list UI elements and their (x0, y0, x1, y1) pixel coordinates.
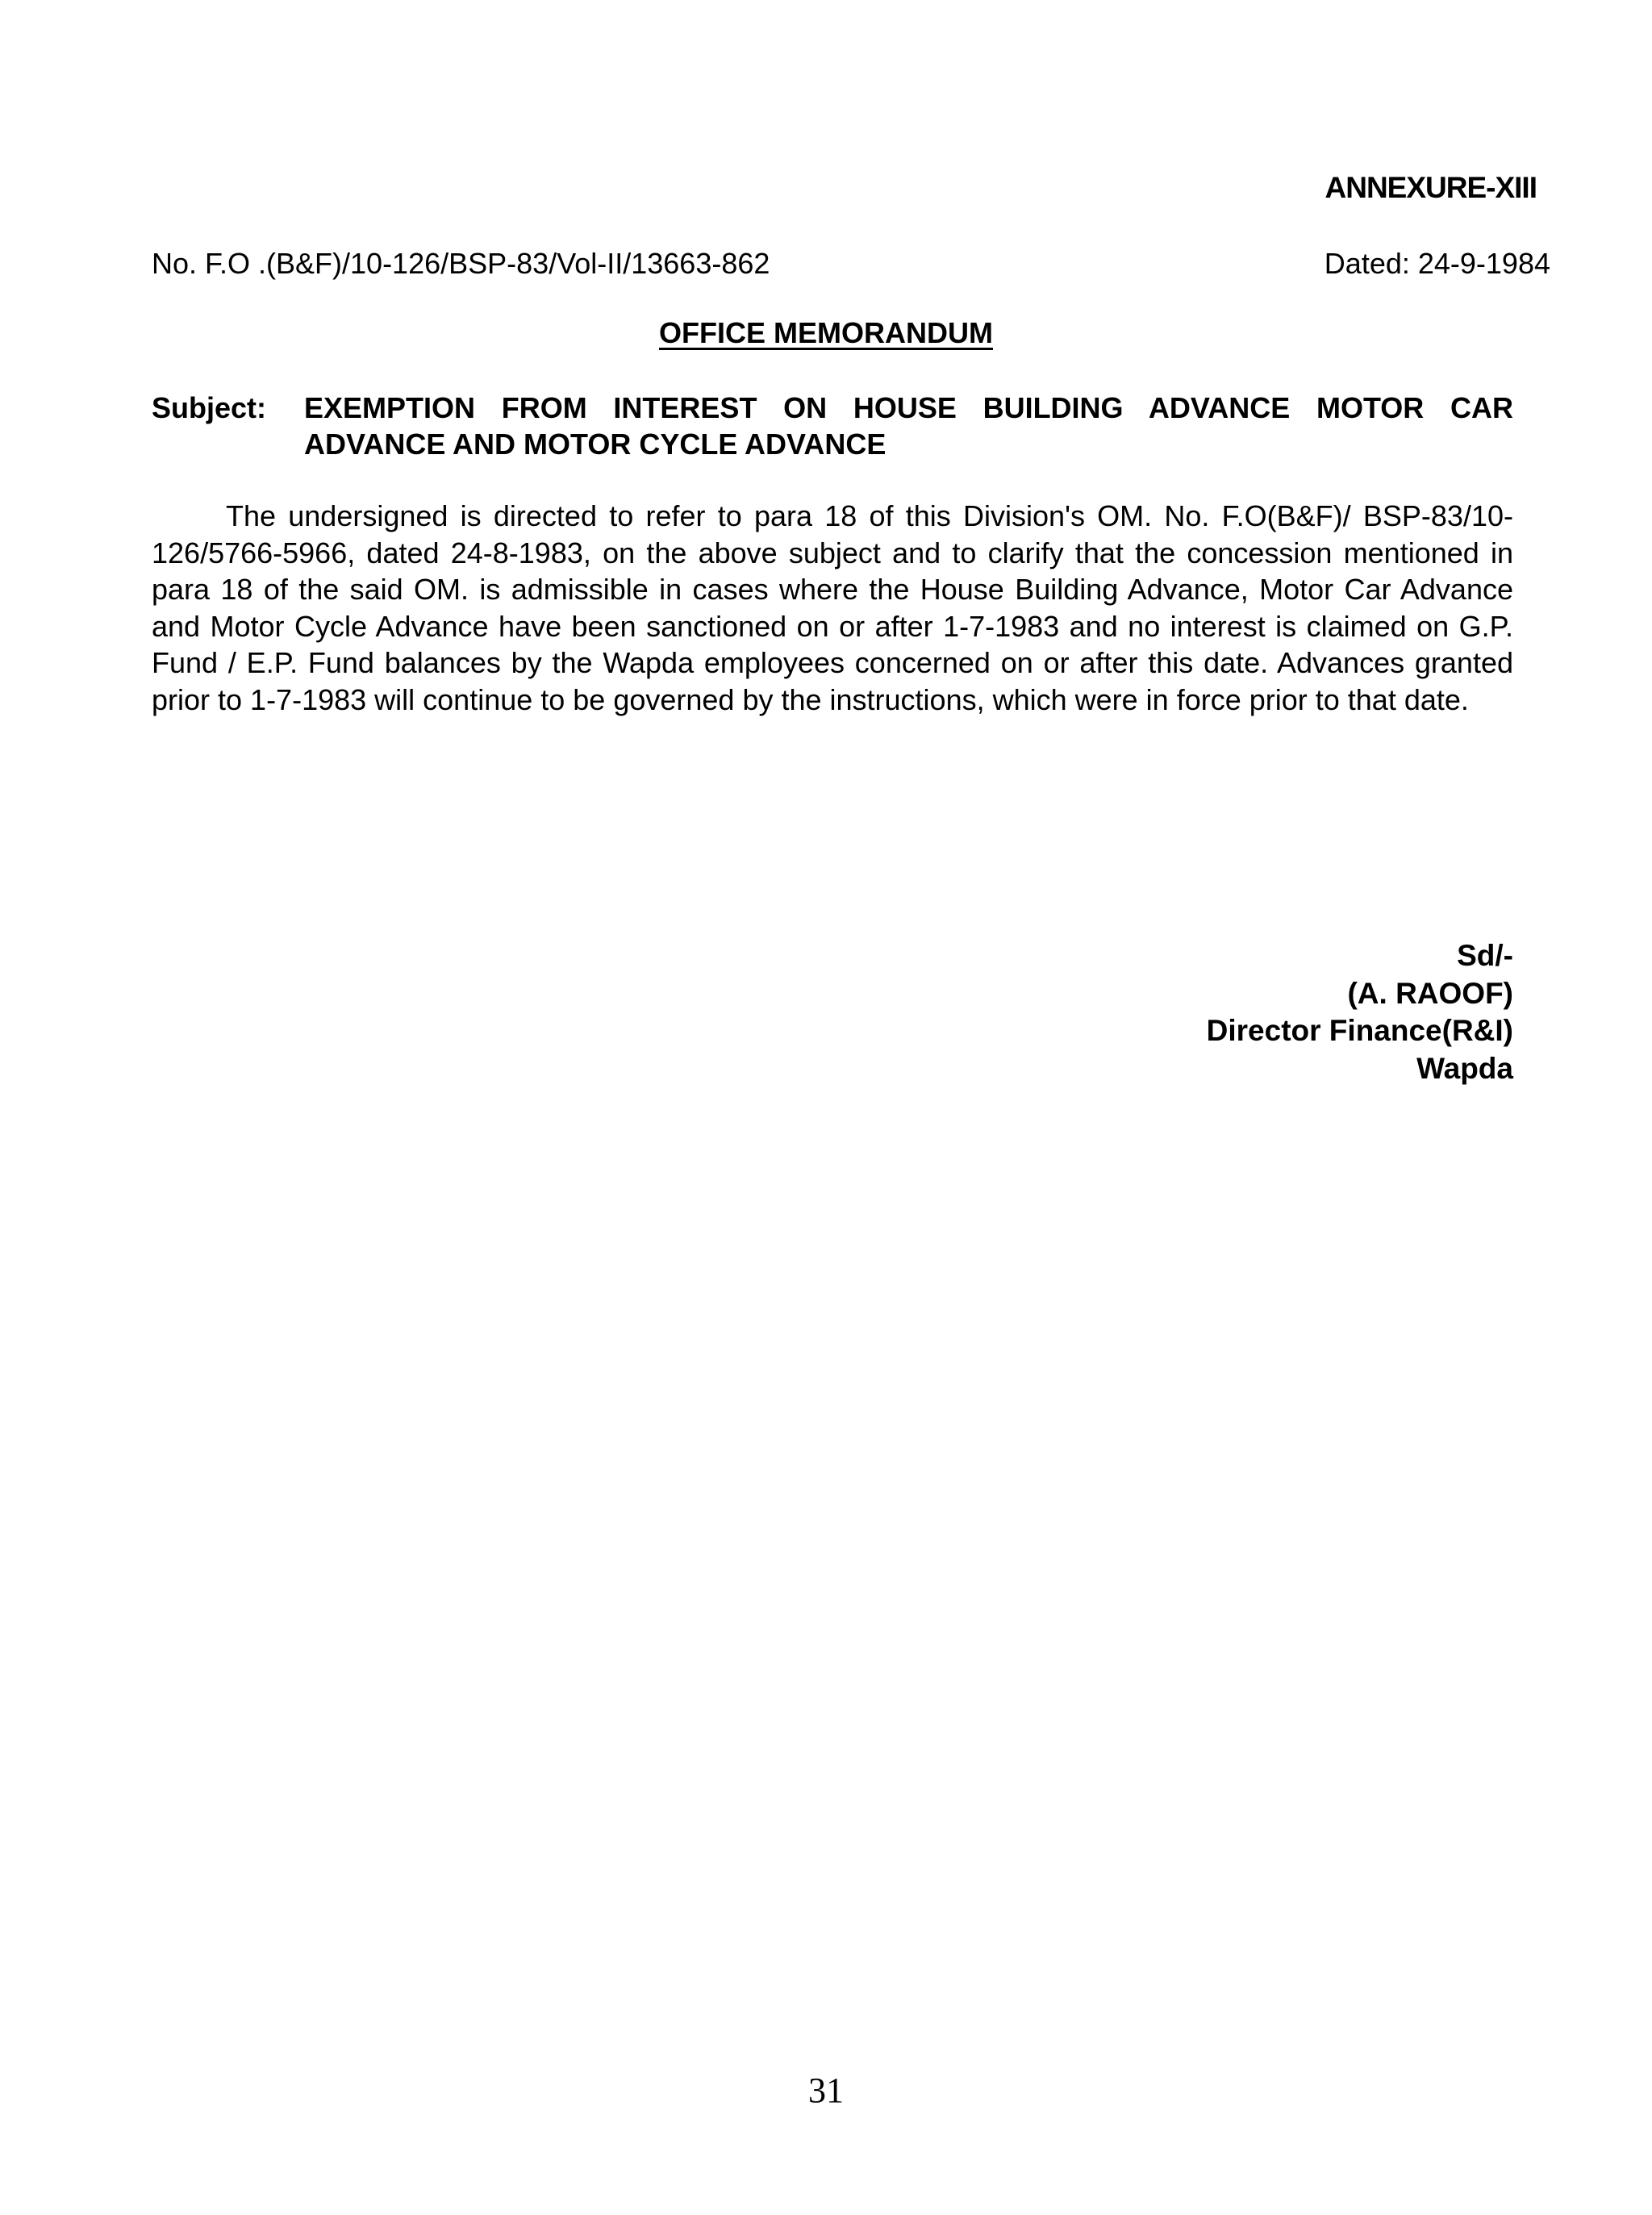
subject-label: Subject: (152, 391, 267, 424)
signatory-name: (A. RAOOF) (1347, 976, 1513, 1010)
reference-number: No. F.O .(B&F)/10-126/BSP-83/Vol-II/13663-862 (152, 247, 770, 280)
reference-line (152, 247, 1550, 281)
signatory-designation: Director Finance(R&I) (1206, 1014, 1513, 1047)
document-title: OFFICE MEMORANDUM (659, 316, 993, 349)
subject-block (152, 390, 1513, 462)
dated-text: Dated: 24-9-1984 (1324, 247, 1550, 280)
subject-text: EXEMPTION FROM INTEREST ON HOUSE BUILDING ADVANCE MOTOR CAR ADVANCE AND MOTOR CYCLE ADVANCE (304, 391, 1513, 461)
signature-block (1207, 937, 1513, 1087)
signatory-organization: Wapda (1416, 1051, 1513, 1085)
annexure-label: ANNEXURE-XIII (1325, 171, 1537, 204)
signature-sd: Sd/- (1457, 939, 1513, 972)
body-paragraph: The undersigned is directed to refer to para 18 of this Division's OM. No. F.O(B&F)/ BSP-83/10-126/5766-5966, dated 24-8-1983, on the above subject and to clarify that the concession mentioned in para 18 of the said OM. is admissible in cases where the House Building Advance, Motor Car Advance and Motor Cycle Advance have been sanctioned on or after 1-7-1983 and no interest is claimed on G.P. Fund / E.P. Fund balances by the Wapda employees concerned on or after this date. Advances granted prior to 1-7-1983 will continue to be governed by the instructions, which were in force prior to that date. (152, 499, 1513, 716)
page-number: 31 (808, 2071, 844, 2110)
